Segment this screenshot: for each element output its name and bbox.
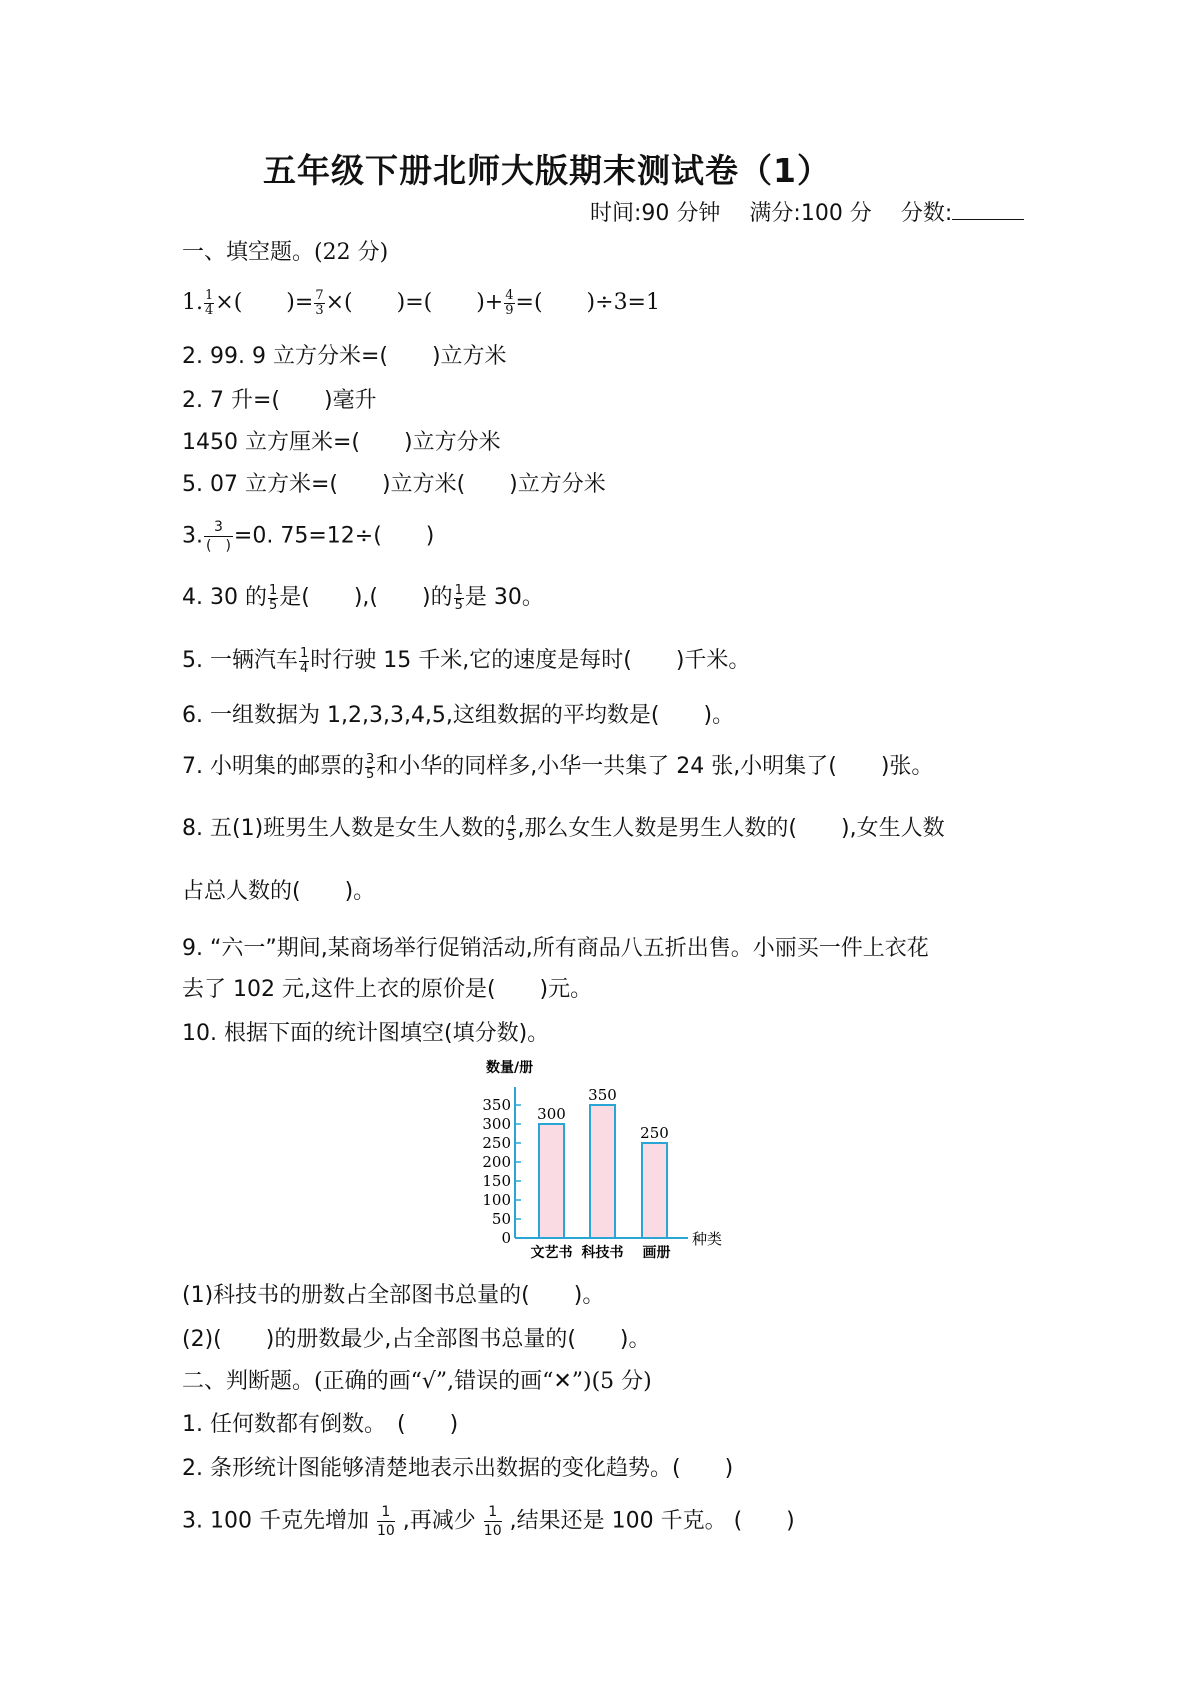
y-tick-label: 300: [482, 1115, 511, 1133]
fraction: [204, 289, 214, 318]
text: 3: [204, 518, 233, 537]
y-tick-label: 100: [482, 1191, 511, 1209]
fraction: [504, 289, 514, 318]
fraction: [454, 584, 464, 613]
text: 3.: [182, 523, 203, 549]
section-2-heading: 二、判断题。(正确的画“√”,错误的画“✕”)(5 分): [182, 1369, 652, 1394]
text: 8. 五(1)班男生人数是女生人数的: [182, 816, 506, 841]
fraction: [365, 753, 375, 782]
text: 10: [376, 1523, 395, 1539]
score-blank[interactable]: [952, 199, 1024, 220]
y-axis-label: 数量/册: [486, 1060, 534, 1076]
text: 3: [365, 751, 375, 767]
fraction: [204, 518, 233, 555]
text: 时行驶 15 千米,它的速度是每时( )千米。: [310, 648, 751, 673]
section-1-heading: 一、填空题。(22 分): [182, 240, 389, 265]
category-label: 科技书: [581, 1245, 624, 1261]
judge-question-3: [182, 1503, 795, 1540]
data-label: 350: [588, 1086, 617, 1104]
question-1: [182, 288, 660, 318]
fraction: [268, 584, 278, 613]
bar: [539, 1124, 564, 1238]
category-label: 画册: [642, 1245, 671, 1261]
text: =0. 75=12÷( ): [233, 523, 435, 549]
bar-chart: [470, 1055, 730, 1270]
question-7: [182, 752, 933, 782]
fraction: [484, 1503, 502, 1540]
text: 7. 小明集的邮票的: [182, 754, 364, 779]
question-2a: 2. 99. 9 立方分米=( )立方米: [182, 344, 507, 369]
text: 3: [315, 302, 324, 318]
question-2c: 1450 立方厘米=( )立方分米: [182, 430, 501, 455]
question-5: [182, 646, 750, 676]
question-9: 9. “六一”期间,某商场举行促销活动,所有商品八五折出售。小丽买一件上衣花: [182, 936, 929, 961]
question-8: [182, 814, 945, 844]
text: 5: [507, 828, 516, 844]
y-tick-label: 0: [501, 1229, 511, 1247]
text: 1: [377, 1503, 395, 1522]
text: 3. 100 千克先增加: [182, 1508, 369, 1534]
text: 5: [268, 597, 278, 613]
text: ,那么女生人数是男生人数的( ),女生人数: [517, 816, 945, 841]
text: 1: [205, 287, 214, 303]
fraction: [314, 289, 324, 318]
judge-question-2: 2. 条形统计图能够清楚地表示出数据的变化趋势。( ): [182, 1456, 734, 1481]
data-label: 300: [537, 1105, 566, 1123]
text: 5: [454, 597, 463, 613]
text: 是( ),( )的: [279, 585, 453, 610]
bar: [642, 1143, 667, 1238]
text: 和小华的同样多,小华一共集了 24 张,小明集了( )张。: [376, 754, 934, 779]
fraction: [377, 1503, 395, 1540]
text: 1: [299, 645, 309, 661]
question-8-cont: 占总人数的( )。: [182, 879, 376, 904]
full-score: 满分:100 分: [749, 201, 872, 226]
text: ( ): [205, 538, 231, 554]
fraction: [506, 815, 516, 844]
text: 4: [205, 302, 214, 318]
data-label: 250: [640, 1124, 669, 1142]
text: 1: [268, 582, 278, 598]
question-10-part-1: (1)科技书的册数占全部图书总量的( )。: [182, 1283, 605, 1308]
text: 7: [315, 287, 324, 303]
text: 4: [505, 287, 514, 303]
fraction: [299, 647, 309, 676]
text: ,结果还是 100 千克。 ( ): [509, 1508, 795, 1534]
question-10: 10. 根据下面的统计图填空(填分数)。: [182, 1021, 550, 1046]
bar: [590, 1105, 615, 1238]
y-tick-label: 150: [482, 1172, 511, 1190]
question-3: [182, 518, 434, 555]
text: 1: [454, 582, 463, 598]
judge-question-1: 1. 任何数都有倒数。 ( ): [182, 1412, 459, 1437]
y-tick-label: 50: [491, 1210, 511, 1228]
question-6: 6. 一组数据为 1,2,3,3,4,5,这组数据的平均数是( )。: [182, 703, 735, 728]
text: ×( )=: [215, 290, 314, 315]
question-4: [182, 583, 544, 613]
score-label: 分数:: [900, 201, 953, 226]
text: 4: [507, 813, 516, 829]
text: ,再减少: [402, 1508, 476, 1534]
exam-header: [590, 196, 1024, 227]
question-9-cont: 去了 102 元,这件上衣的原价是( )元。: [182, 977, 593, 1002]
text: ×( )=( )+: [325, 290, 504, 315]
text: 是 30。: [464, 585, 544, 610]
question-10-part-2: (2)( )的册数最少,占全部图书总量的( )。: [182, 1327, 651, 1352]
text: 1.: [182, 290, 203, 315]
time-limit: 时间:90 分钟: [590, 201, 721, 226]
x-axis-label: 种类: [692, 1230, 723, 1248]
category-label: 文艺书: [530, 1245, 573, 1261]
text: 4: [299, 660, 309, 676]
text: 5. 一辆汽车: [182, 648, 298, 673]
text: =( )÷3=1: [515, 290, 660, 315]
text: 5: [365, 766, 375, 782]
question-2d: 5. 07 立方米=( )立方米( )立方分米: [182, 472, 606, 497]
y-tick-label: 200: [482, 1153, 511, 1171]
text: 9: [505, 302, 514, 318]
text: 1: [484, 1503, 502, 1522]
page-title: 五年级下册北师大版期末测试卷（1）: [263, 151, 831, 190]
y-tick-label: 250: [482, 1134, 511, 1152]
text: 10: [483, 1523, 502, 1539]
y-tick-label: 350: [482, 1096, 511, 1114]
question-2b: 2. 7 升=( )毫升: [182, 388, 377, 413]
text: 4. 30 的: [182, 585, 267, 610]
